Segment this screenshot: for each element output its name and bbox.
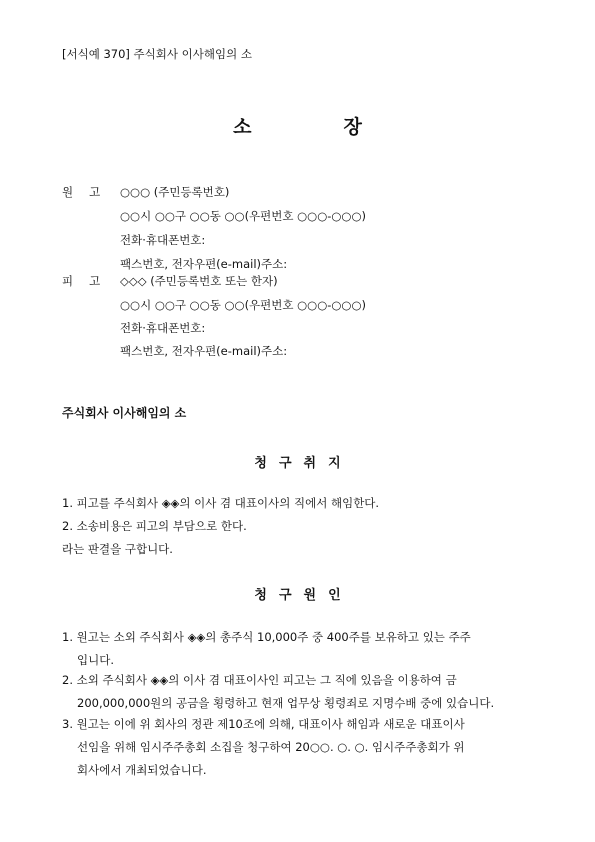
plaintiff-label xyxy=(62,184,100,200)
defendant-label-1: 피 xyxy=(62,274,74,288)
claim-purpose-heading-char: 구 xyxy=(278,456,292,471)
document-title-right: 장 xyxy=(343,116,362,138)
claim-purpose-heading-char: 취 xyxy=(303,456,317,471)
document-title-left: 소 xyxy=(233,116,252,138)
defendant-name: ◇◇◇ (주민등록번호 또는 한자) xyxy=(120,274,278,288)
plaintiff-name: ○○○ (주민등록번호) xyxy=(120,185,230,199)
defendant-address: ○○시 ○○구 ○○동 ○○(우편번호 ○○○-○○○) xyxy=(120,298,366,312)
plaintiff-phone: 전화·휴대폰번호: xyxy=(120,233,206,247)
claim-purpose-item-2: 2. 소송비용은 피고의 부담으로 한다. xyxy=(62,519,247,533)
claim-cause-item-1: 1. 원고는 소외 주식회사 ◈◈의 총주식 10,000주 중 400주를 보유하고 있는 주주 xyxy=(62,630,471,644)
defendant-phone: 전화·휴대폰번호: xyxy=(120,321,206,335)
claim-cause-heading-char: 청 xyxy=(254,588,267,603)
claim-cause-heading-char: 원 xyxy=(303,588,317,603)
defendant-label-2: 고 xyxy=(89,274,101,288)
claim-purpose-heading-char: 청 xyxy=(254,456,267,471)
defendant-fax-email: 팩스번호, 전자우편(e-mail)주소: xyxy=(120,344,288,358)
claim-cause-item-3-cont: 선임을 위해 임시주주총회 소집을 청구하여 20○○. ○. ○. 임시주주총회가 위 xyxy=(77,740,465,754)
claim-purpose-heading-char: 지 xyxy=(328,456,341,471)
claim-cause-item-3: 3. 원고는 이에 위 회사의 정관 제10조에 의해, 대표이사 해임과 새로운 대표이사 xyxy=(62,717,465,731)
claim-cause-item-3-cont2: 회사에서 개최되었습니다. xyxy=(77,763,207,777)
plaintiff-address: ○○시 ○○구 ○○동 ○○(우편번호 ○○○-○○○) xyxy=(120,209,366,223)
claim-cause-item-2-cont: 200,000,000원의 공금을 횡령하고 현재 업무상 횡령죄로 지명수배 중에 있습니다. xyxy=(77,696,495,710)
claim-purpose-item-1: 1. 피고를 주식회사 ◈◈의 이사 겸 대표이사의 직에서 해임한다. xyxy=(62,496,380,510)
document-title xyxy=(0,112,595,139)
claim-cause-heading xyxy=(0,584,595,603)
claim-purpose-heading xyxy=(0,452,595,471)
claim-cause-item-1-cont: 입니다. xyxy=(77,653,114,667)
defendant-label xyxy=(62,273,100,289)
form-number: [서식예 370] 주식회사 이사해임의 소 xyxy=(62,47,252,61)
claim-cause-heading-char: 인 xyxy=(328,588,341,603)
plaintiff-fax-email: 팩스번호, 전자우편(e-mail)주소: xyxy=(120,257,288,271)
plaintiff-label-2: 고 xyxy=(89,185,101,199)
claim-cause-heading-char: 구 xyxy=(278,588,292,603)
plaintiff-label-1: 원 xyxy=(62,185,74,199)
claim-cause-item-2: 2. 소외 주식회사 ◈◈의 이사 겸 대표이사인 피고는 그 직에 있음을 이용하여 금 xyxy=(62,673,457,687)
claim-purpose-closing: 라는 판결을 구합니다. xyxy=(62,542,173,556)
case-subject: 주식회사 이사해임의 소 xyxy=(62,406,187,420)
